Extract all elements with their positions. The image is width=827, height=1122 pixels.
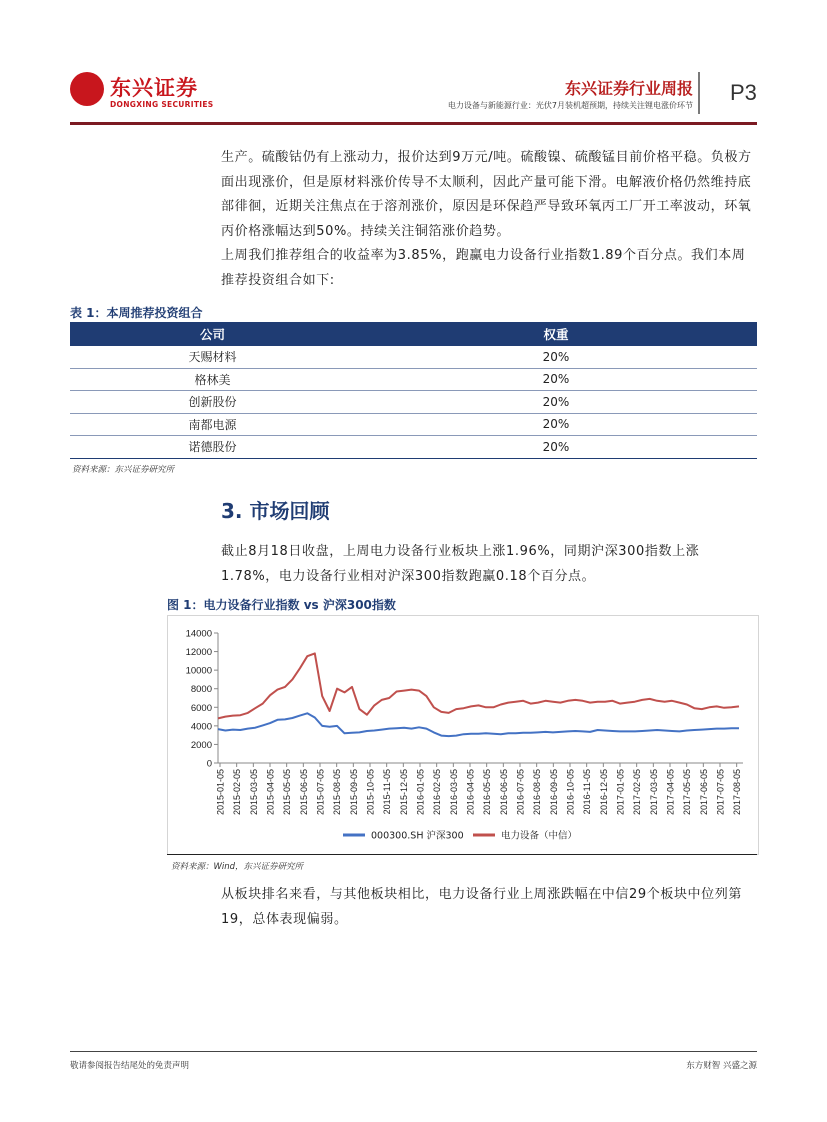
section-title: 3. 市场回顾: [221, 499, 330, 523]
weight-cell: 20%: [355, 346, 757, 368]
x-tick-label: 2016-03-05: [448, 769, 459, 816]
paragraph-market-review: 截止8月18日收盘，上周电力设备行业板块上涨1.96%，同期沪深300指数上涨1.78%，电力设备行业相对沪深300指数跑赢0.18个百分点。: [221, 544, 700, 584]
x-tick-label: 2017-08-05: [732, 769, 743, 816]
x-tick-label: 2015-02-05: [232, 769, 243, 816]
x-tick-label: 2015-01-05: [215, 769, 226, 816]
table-row: [70, 391, 757, 414]
paragraph-ranking: 从板块排名来看，与其他板块相比，电力设备行业上周涨跌幅在中信29个板块中位列第19，总体表现偏弱。: [221, 887, 742, 927]
column-header-company: 公司: [70, 322, 355, 346]
header-rule: [70, 122, 757, 125]
footer-disclaimer: 敬请参阅报告结尾处的免责声明: [70, 1061, 190, 1071]
x-tick-label: 2016-10-05: [565, 769, 576, 816]
report-subtitle: 电力设备与新能源行业：光伏7月装机超预期，持续关注锂电涨价环节: [447, 101, 693, 110]
x-tick-label: 2016-02-05: [432, 769, 443, 816]
x-tick-label: 2016-09-05: [548, 769, 559, 816]
x-tick-label: 2017-03-05: [648, 769, 659, 816]
company-logo: [70, 70, 214, 112]
report-title: 东兴证券行业周报: [564, 79, 693, 98]
x-tick-label: 2015-12-05: [398, 769, 409, 816]
table-caption: 表 1：本周推荐投资组合: [70, 306, 203, 320]
weight-cell: 20%: [355, 436, 757, 459]
weight-cell: 20%: [355, 368, 757, 391]
page-number: P3: [730, 80, 757, 105]
table-row: [70, 413, 757, 436]
y-tick-label: 2000: [190, 739, 212, 751]
weight-cell: 20%: [355, 391, 757, 414]
x-tick-label: 2016-08-05: [532, 769, 543, 816]
y-tick-label: 14000: [185, 628, 212, 640]
x-tick-label: 2016-01-05: [415, 769, 426, 816]
x-tick-label: 2017-06-05: [698, 769, 709, 816]
x-tick-label: 2017-01-05: [615, 769, 626, 816]
x-tick-label: 2016-06-05: [498, 769, 509, 816]
x-tick-label: 2017-07-05: [715, 769, 726, 816]
x-tick-label: 2017-04-05: [665, 769, 676, 816]
y-tick-label: 0: [206, 758, 212, 770]
x-tick-label: 2016-07-05: [515, 769, 526, 816]
x-tick-label: 2015-05-05: [282, 769, 293, 816]
logo-mark-icon: [70, 72, 104, 106]
x-tick-label: 2015-06-05: [298, 769, 309, 816]
y-tick-label: 6000: [190, 702, 212, 714]
company-cell: 格林美: [70, 368, 355, 391]
table-row: [70, 436, 757, 459]
header-divider: [698, 72, 700, 114]
x-tick-label: 2015-03-05: [248, 769, 259, 816]
table-row: [70, 368, 757, 391]
x-tick-label: 2016-04-05: [465, 769, 476, 816]
column-header-weight: 权重: [355, 322, 757, 346]
paragraph-portfolio: 上周我们推荐组合的收益率为3.85%，跑赢电力设备行业指数1.89个百分点。我们本周推荐投资组合如下:: [221, 248, 746, 288]
y-tick-label: 8000: [190, 684, 212, 696]
company-cell: 诺德股份: [70, 436, 355, 459]
logo-text-en: DONGXING SECURITIES: [110, 100, 214, 109]
x-tick-label: 2016-12-05: [598, 769, 609, 816]
x-tick-label: 2017-02-05: [632, 769, 643, 816]
company-cell: 创新股份: [70, 391, 355, 414]
paragraph-materials: 生产。硫酸钴仍有上涨动力，报价达到9万元/吨。硫酸镍、硫酸锰目前价格平稳。负极方面出现涨价，但是原材料涨价传导不太顺利，因此产量可能下滑。电解液价格仍然维持底部徘徊，近期关注焦点在于溶剂涨价，原因是环保趋严导致环氧丙工厂开工率波动，环氧丙价格涨幅达到50%。持续关注铜箔涨价趋势。: [221, 150, 752, 239]
x-tick-label: 2015-09-05: [348, 769, 359, 816]
table-row: [70, 346, 757, 368]
logo-text-cn: 东兴证券: [110, 76, 198, 100]
figure-source-rule: [167, 854, 757, 855]
legend-label-1: 电力设备（中信）: [501, 830, 578, 842]
company-cell: 南都电源: [70, 413, 355, 436]
table-header-row: [70, 322, 757, 346]
index-line-chart: [167, 615, 759, 855]
series-line-1: [218, 653, 739, 718]
x-tick-label: 2017-05-05: [682, 769, 693, 816]
x-tick-label: 2016-05-05: [482, 769, 493, 816]
x-tick-label: 2015-10-05: [365, 769, 376, 816]
y-tick-label: 4000: [190, 721, 212, 733]
figure-source: 资料来源：Wind，东兴证券研究所: [171, 862, 304, 872]
legend-label-0: 000300.SH 沪深300: [371, 830, 464, 842]
x-tick-label: 2015-04-05: [265, 769, 276, 816]
x-tick-label: 2016-11-05: [582, 769, 593, 815]
x-tick-label: 2015-08-05: [332, 769, 343, 816]
y-tick-label: 12000: [185, 647, 212, 659]
x-tick-label: 2015-11-05: [382, 769, 393, 815]
footer-rule: [70, 1051, 757, 1052]
y-tick-label: 10000: [185, 665, 212, 677]
series-line-0: [218, 713, 739, 736]
table-source: 资料来源：东兴证券研究所: [72, 465, 175, 475]
x-tick-label: 2015-07-05: [315, 769, 326, 816]
footer-slogan: 东方财智 兴盛之源: [686, 1061, 757, 1071]
company-cell: 天赐材料: [70, 346, 355, 368]
figure-caption: 图 1：电力设备行业指数 vs 沪深300指数: [167, 598, 396, 612]
portfolio-table: [70, 322, 757, 459]
weight-cell: 20%: [355, 413, 757, 436]
